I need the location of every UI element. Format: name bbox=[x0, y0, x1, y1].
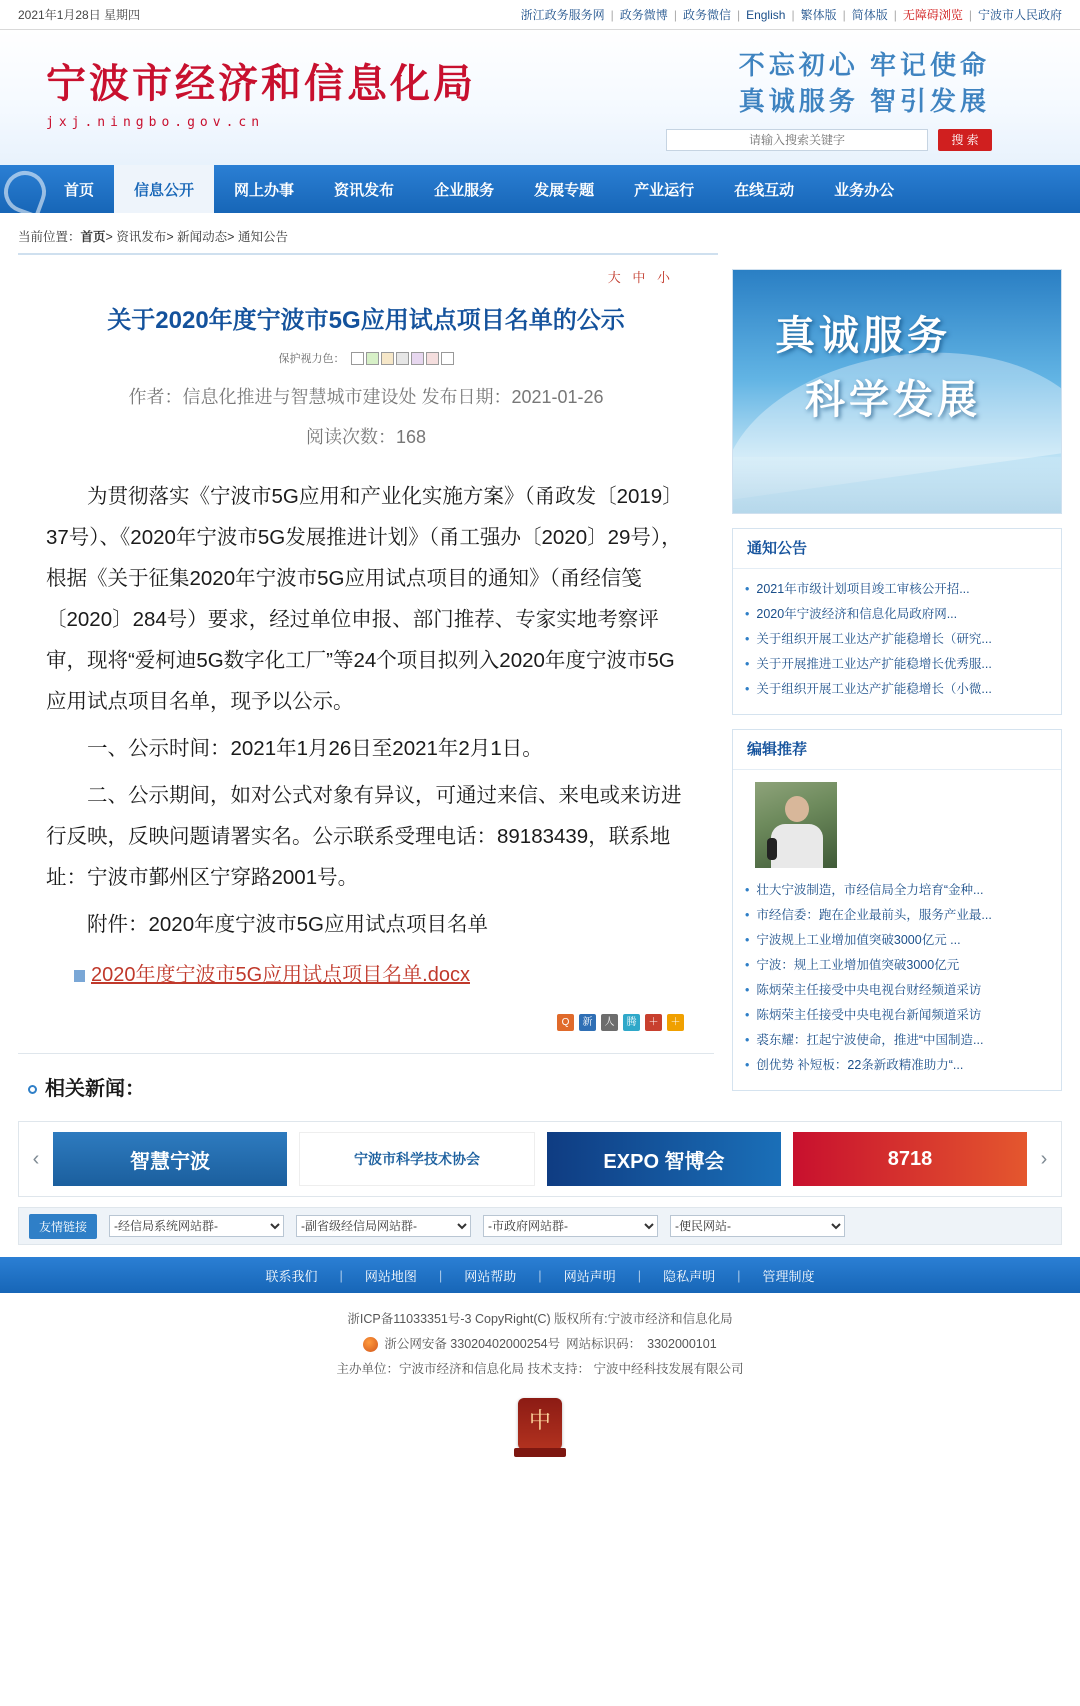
breadcrumb-item-home[interactable]: 首页 bbox=[80, 230, 106, 244]
font-size-small[interactable]: 小 bbox=[656, 270, 674, 285]
views-value: 168 bbox=[395, 427, 427, 447]
carousel-item-smart-ningbo[interactable]: 智慧宁波 bbox=[53, 1132, 287, 1186]
share-icon-qzone[interactable]: Q bbox=[557, 1014, 574, 1031]
site-banner bbox=[0, 30, 1080, 165]
page-title: 关于2020年度宁波市5G应用试点项目名单的公示 bbox=[107, 307, 625, 334]
nav-item-home[interactable]: 首页 bbox=[64, 181, 95, 199]
current-date: 2021年1月28日 星期四 bbox=[18, 8, 141, 22]
breadcrumb-item-news[interactable]: 资讯发布 bbox=[116, 230, 167, 244]
article-column bbox=[18, 261, 714, 1121]
attachment-download-link[interactable] bbox=[74, 955, 686, 996]
article-body bbox=[18, 460, 714, 996]
nav-item-info-disclosure[interactable]: 信息公开 bbox=[114, 165, 214, 213]
list-item[interactable]: • 创优势 补短板：22条新政精准助力“... bbox=[745, 1053, 1049, 1078]
partner-carousel bbox=[18, 1121, 1062, 1197]
select-government-sites[interactable] bbox=[483, 1215, 658, 1237]
top-link-accessibility[interactable]: 无障碍浏览 bbox=[902, 8, 963, 22]
list-item[interactable]: • 关于组织开展工业达产扩能稳增长（小微... bbox=[745, 677, 1049, 702]
search-box bbox=[666, 129, 992, 151]
nav-item-enterprise-service[interactable]: 企业服务 bbox=[434, 181, 495, 199]
attachment-label: 附件：2020年度宁波市5G应用试点项目名单 bbox=[87, 913, 488, 936]
list-item[interactable]: • 宁波：规上工业增加值突破3000亿元 bbox=[745, 953, 1049, 978]
nav-item-development-topics[interactable]: 发展专题 bbox=[534, 181, 595, 199]
bullet-icon bbox=[28, 1085, 37, 1094]
eye-protection-row bbox=[18, 350, 714, 366]
article-paragraph-3: 二、公示期间，如对公式对象有异议，可通过来信、来电或来访进行反映，反映问题请署实名。公示联系受理电话：89183439，联系地址：宁波市鄞州区宁穿路2001号。 bbox=[46, 784, 682, 889]
top-link-traditional[interactable]: 繁体版 bbox=[800, 8, 837, 22]
share-icon-tencent[interactable]: 腾 bbox=[623, 1014, 640, 1031]
breadcrumb-sep-2: > bbox=[166, 230, 174, 244]
list-item[interactable]: • 关于开展推进工业达产扩能稳增长优秀服... bbox=[745, 652, 1049, 677]
eye-color-beige[interactable] bbox=[381, 352, 394, 365]
font-size-large[interactable]: 大 bbox=[607, 270, 625, 285]
carousel-next-icon[interactable]: › bbox=[1040, 1147, 1048, 1170]
author-label: 作者： bbox=[128, 387, 183, 407]
footer-site-id: 3302000101 bbox=[647, 1337, 717, 1351]
nav-item-industry-operation[interactable]: 产业运行 bbox=[634, 181, 695, 199]
footer-info bbox=[0, 1293, 1080, 1388]
eye-color-green[interactable] bbox=[366, 352, 379, 365]
eye-color-default[interactable] bbox=[441, 352, 454, 365]
top-link-ningbo-gov[interactable]: 宁波市人民政府 bbox=[977, 8, 1062, 22]
date-value: 2021-01-26 bbox=[511, 387, 604, 407]
friendly-links-label: 友情链接 bbox=[29, 1214, 97, 1239]
eye-color-gray[interactable] bbox=[396, 352, 409, 365]
footer-site-id-label: 网站标识码： bbox=[566, 1337, 642, 1351]
select-jingxinju-sites[interactable] bbox=[109, 1215, 284, 1237]
editor-recommend-panel bbox=[732, 729, 1062, 1091]
banner-slogan bbox=[739, 48, 990, 118]
share-icon-renren[interactable]: 人 bbox=[601, 1014, 618, 1031]
carousel-items bbox=[53, 1132, 1027, 1186]
site-logo[interactable] bbox=[46, 52, 476, 130]
footer-link-privacy[interactable]: 隐私声明 bbox=[663, 1268, 716, 1284]
breadcrumb-divider bbox=[18, 253, 718, 255]
breadcrumb-item-notices[interactable]: 通知公告 bbox=[237, 230, 288, 244]
attachment-file-name: 2020年度宁波市5G应用试点项目名单.docx bbox=[91, 964, 470, 986]
eye-color-white[interactable] bbox=[351, 352, 364, 365]
recommend-thumbnail[interactable] bbox=[755, 782, 837, 868]
promo-city-shape bbox=[733, 457, 1061, 513]
search-button[interactable]: 搜 索 bbox=[938, 129, 992, 151]
list-item[interactable]: • 市经信委：跑在企业最前头，服务产业最... bbox=[745, 903, 1049, 928]
notice-panel-title: 通知公告 bbox=[733, 529, 1061, 569]
footer-host: 主办单位：宁波市经济和信息化局 技术支持： 宁波中经科技发展有限公司 bbox=[336, 1362, 744, 1376]
list-item[interactable]: • 陈炳荣主任接受中央电视台财经频道采访 bbox=[745, 978, 1049, 1003]
top-links: 浙江政务服务网 | 政务微博 | 政务微信 | English | 繁体版 | 简体版 | 无障碍浏览 | 宁波市人民政府 bbox=[520, 7, 1062, 22]
sidebar bbox=[732, 261, 1062, 1121]
article-views bbox=[18, 420, 714, 454]
editor-panel-body bbox=[733, 770, 1061, 1090]
list-item[interactable]: • 2020年宁波经济和信息化局政府网... bbox=[745, 602, 1049, 627]
top-link-simplified[interactable]: 简体版 bbox=[851, 8, 888, 22]
eye-color-swatches[interactable] bbox=[351, 352, 454, 365]
top-link-weibo[interactable]: 政务微博 bbox=[619, 8, 668, 22]
nav-swirl-icon bbox=[0, 165, 44, 213]
footer-police-record[interactable]: 浙公网安备 33020402000254号 bbox=[384, 1337, 561, 1351]
author-value: 信息化推进与智慧城市建设处 bbox=[182, 387, 417, 407]
nav-item-online-interaction[interactable]: 在线互动 bbox=[734, 181, 795, 199]
font-size-medium[interactable]: 中 bbox=[632, 270, 650, 285]
share-bar bbox=[18, 996, 714, 1031]
related-news-heading bbox=[18, 1053, 714, 1121]
file-icon bbox=[74, 970, 85, 982]
select-public-service-sites[interactable] bbox=[670, 1215, 845, 1237]
breadcrumb-sep-1: > bbox=[105, 230, 113, 244]
notice-panel bbox=[732, 528, 1062, 715]
list-item[interactable]: • 关于组织开展工业达产扩能稳增长（研究... bbox=[745, 627, 1049, 652]
breadcrumb bbox=[0, 213, 1080, 261]
breadcrumb-prefix: 当前位置： bbox=[18, 230, 81, 244]
thumbnail-head-shape bbox=[785, 796, 809, 822]
main-nav bbox=[0, 165, 1080, 213]
microphone-icon bbox=[767, 838, 777, 860]
list-item[interactable]: • 裘东耀：扛起宁波使命，推进“中国制造... bbox=[745, 1028, 1049, 1053]
footer-icp: 浙ICP备11033351号-3 CopyRight(C) 版权所有:宁波市经济和信息化局 bbox=[347, 1312, 733, 1326]
promo-line-2: 科学发展 bbox=[805, 376, 981, 423]
views-label: 阅读次数： bbox=[305, 427, 396, 447]
promo-line-1: 真诚服务 bbox=[775, 312, 951, 359]
site-title: 宁波市经济和信息化局 bbox=[46, 60, 476, 107]
share-icon-more[interactable]: ＋ bbox=[645, 1014, 662, 1031]
top-link-weixin[interactable]: 政务微信 bbox=[682, 8, 731, 22]
footer-link-sitemap[interactable]: 网站地图 bbox=[364, 1268, 417, 1284]
list-item[interactable]: • 宁波规上工业增加值突破3000亿元 ... bbox=[745, 928, 1049, 953]
article-meta bbox=[18, 380, 714, 414]
eye-color-purple[interactable] bbox=[411, 352, 424, 365]
article-paragraph-1: 为贯彻落实《宁波市5G应用和产业化实施方案》（甬政发〔2019〕37号）、《2020年宁波市5G发展推进计划》（甬工强办〔2020〕29号），根据《关于征集2020年宁波市5G应用试点项目的通知》（甬经信笺〔2020〕284号）要求，经过单位申报、部门推荐、专家实地考察评审，现将“爱柯迪5G数字化工厂”等24个项目拟列入2020年度宁波市5G应用试点项目名单，现予以公示。 bbox=[46, 485, 683, 713]
top-link-zjzwfww[interactable]: 浙江政务服务网 bbox=[520, 8, 605, 22]
footer-nav: 联系我们 | 网站地图 | 网站帮助 | 网站声明 | 隐私声明 | 管理制度 bbox=[0, 1257, 1080, 1293]
nav-item-news[interactable]: 资讯发布 bbox=[334, 181, 395, 199]
carousel-prev-icon[interactable]: ‹ bbox=[32, 1147, 40, 1170]
editor-panel-title: 编辑推荐 bbox=[733, 730, 1061, 770]
related-news-title: 相关新闻： bbox=[45, 1078, 145, 1100]
carousel-item-expo[interactable]: EXPO 智博会 bbox=[547, 1132, 781, 1186]
notice-panel-body bbox=[733, 569, 1061, 714]
search-input[interactable] bbox=[666, 129, 928, 151]
footer-link-management[interactable]: 管理制度 bbox=[762, 1268, 815, 1284]
breadcrumb-sep-3: > bbox=[227, 230, 235, 244]
font-size-controls bbox=[18, 261, 714, 286]
sidebar-promo-banner[interactable] bbox=[732, 269, 1062, 514]
thumbnail-body-shape bbox=[771, 824, 823, 868]
breadcrumb-item-dynamics[interactable]: 新闻动态 bbox=[177, 230, 228, 244]
nav-item-business-office[interactable]: 业务办公 bbox=[834, 181, 895, 199]
eye-protection-label: 保护视力色： bbox=[278, 353, 345, 365]
police-badge-icon bbox=[363, 1337, 378, 1352]
carousel-item-8718[interactable]: 8718 bbox=[793, 1132, 1027, 1186]
list-item[interactable]: • 壮大宁波制造，市经信局全力培育“金种... bbox=[745, 878, 1049, 903]
footer-link-help[interactable]: 网站帮助 bbox=[464, 1268, 517, 1284]
content-wrapper bbox=[0, 261, 1080, 1121]
slogan-line-1: 不忘初心 牢记使命 bbox=[738, 50, 990, 80]
slogan-line-2: 真诚服务 智引发展 bbox=[738, 86, 990, 116]
carousel-item-science-association[interactable]: 宁波市科学技术协会 bbox=[299, 1132, 535, 1186]
date-label: 发布日期： bbox=[421, 387, 512, 407]
list-item[interactable]: • 2021年市级计划项目竣工审核公开招... bbox=[745, 577, 1049, 602]
eye-color-pink[interactable] bbox=[426, 352, 439, 365]
article-paragraph-2: 一、公示时间：2021年1月26日至2021年2月1日。 bbox=[87, 737, 543, 760]
share-icon-jiathis[interactable]: ＋ bbox=[667, 1014, 684, 1031]
top-link-english[interactable]: English bbox=[746, 7, 786, 22]
friendly-links-bar bbox=[18, 1207, 1062, 1245]
seal-base bbox=[514, 1448, 566, 1457]
site-domain: jxj.ningbo.gov.cn bbox=[46, 115, 265, 130]
footer-link-statement[interactable]: 网站声明 bbox=[563, 1268, 616, 1284]
share-icon-sina[interactable]: 新 bbox=[579, 1014, 596, 1031]
government-seal-icon[interactable] bbox=[518, 1398, 562, 1450]
footer-police-row bbox=[0, 1332, 1080, 1357]
select-subprovincial-sites[interactable] bbox=[296, 1215, 471, 1237]
nav-item-online-service[interactable]: 网上办事 bbox=[234, 181, 295, 199]
list-item[interactable]: • 陈炳荣主任接受中央电视台新闻频道采访 bbox=[745, 1003, 1049, 1028]
footer-link-contact[interactable]: 联系我们 bbox=[265, 1268, 318, 1284]
top-bar bbox=[0, 0, 1080, 30]
